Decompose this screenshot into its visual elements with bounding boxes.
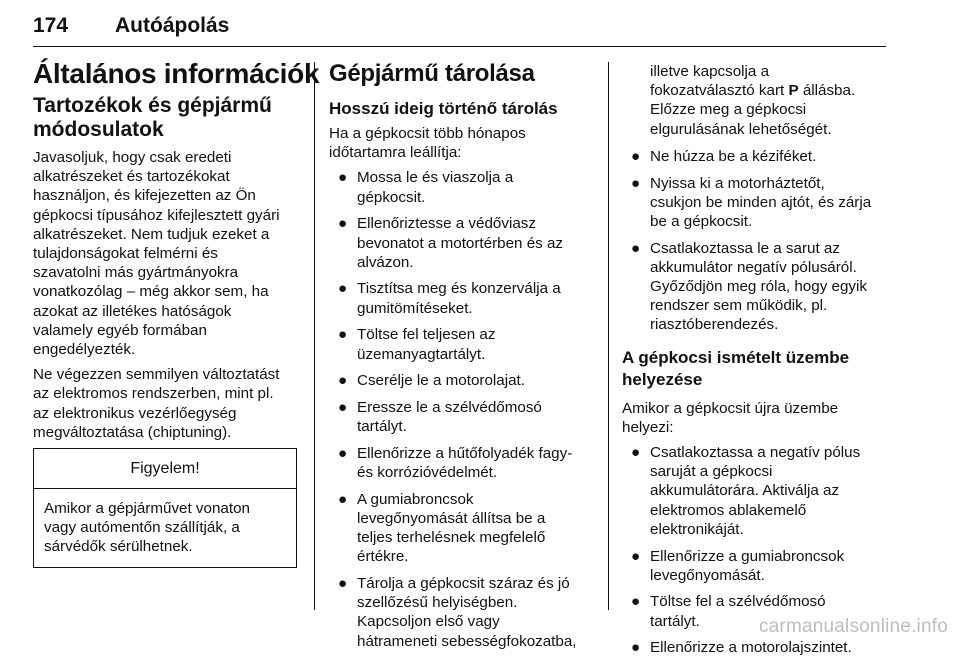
bullet-icon: ● [338,372,348,390]
list-item [622,174,892,232]
text-line: engedélyezték. [33,341,136,359]
text-line: levegőnyomását állítsa be a [357,509,546,527]
text-line: hátrameneti sebességfokozatba, [357,632,577,650]
text-line: saruját a gépkocsi [650,463,773,481]
text-line: tulajdonságokat felmérni és [33,245,218,263]
text-line: értékre. [357,548,409,566]
bullet-icon: ● [338,575,348,593]
text-line: Nyissa ki a motorháztetőt, [650,174,825,192]
bullet-icon: ● [631,593,641,611]
text-line: Csatlakoztassa le a sarut az [650,239,840,257]
text-line: használjon, és kifejezetten az Ön [33,187,256,205]
vehicle-storage-heading: Gépjármű tárolása [329,60,535,87]
text-line: helyezi: [622,418,674,436]
continuation-line-2a: fokozatválasztó kart [650,82,789,100]
text-line: Tárolja a gépkocsit száraz és jó [357,575,570,593]
text-line: teljes terhelésnek megfelelő [357,529,546,547]
text-line: Mossa le és viaszolja a [357,169,514,187]
text-line: megváltoztatása (chiptuning). [33,423,232,441]
text-line: Ellenőrizze a hűtőfolyadék fagy- [357,444,573,462]
list-item [622,147,892,166]
list-item [622,239,892,335]
accessories-heading [33,94,301,142]
bullet-icon: ● [631,444,641,462]
bullet-icon: ● [338,169,348,187]
column-2 [329,58,597,658]
list-item [622,638,892,657]
page-header [33,6,886,47]
text-line: gépkocsi típusához kifejlesztett gyári [33,206,280,224]
list-item [622,443,892,539]
continuation-line-2b: állásba. [798,82,856,100]
text-line: vonatkozólag – még akkor sem, ha [33,283,269,301]
main-heading: Általános információk [33,58,320,89]
caution-box [33,448,297,568]
caution-title: Figyelem! [34,449,296,489]
text-line: Javasoljuk, hogy csak eredeti [33,149,232,166]
text-line: akkumulátor negatív pólusáról. [650,258,857,276]
list-item [329,371,597,390]
column-divider-2 [608,62,609,610]
text-line: riasztóberendezés. [650,316,779,334]
text-line: gépkocsit. [357,188,426,206]
text-line: Amikor a gépjárművet vonaton [44,500,250,518]
accessories-heading-line-1: Tartozékok és gépjármű [33,94,272,117]
recommissioning-intro [622,399,892,437]
text-line: Csatlakoztassa a negatív pólus [650,444,861,462]
text-line: Tisztítsa meg és konzerválja a [357,280,561,298]
list-item [329,490,597,567]
text-line: Ne végezzen semmilyen változtatást [33,366,280,384]
storage-steps-list-continued [622,147,892,335]
text-line: Ellenőrizze a gumiabroncsok [650,547,845,565]
recommissioning-heading-line-1: A gépkocsi ismételt üzembe [622,347,850,367]
text-line: alkatrészeket és tartozékokat [33,168,230,186]
bullet-icon: ● [338,490,348,508]
text-line: szellőzésű helyiségben. [357,594,518,612]
bullet-icon: ● [631,547,641,565]
storage-intro [329,124,597,162]
text-line: Ne húzza be a kéziféket. [650,147,817,165]
text-line: alvázon. [357,253,414,271]
text-line: Kapcsoljon első vagy [357,613,500,631]
text-line: Amikor a gépkocsit újra üzembe [622,399,839,417]
list-item [329,168,597,206]
bullet-icon: ● [631,639,641,657]
electrical-change-paragraph [33,365,301,442]
caution-text [34,489,296,567]
text-line: Eressze le a szélvédőmosó [357,398,542,416]
bullet-icon: ● [338,326,348,344]
running-title: Autóápolás [115,14,230,37]
list-item [329,444,597,482]
text-line: Ellenőrizze a motorolajszintet. [650,639,852,657]
column-3 [622,62,892,665]
text-line: Ha a gépkocsit több hónapos [329,125,526,142]
text-line: akkumulátorára. Aktiválja az [650,482,840,500]
list-item [329,574,597,651]
text-line: időtartamra leállítja: [329,144,462,162]
bullet-icon: ● [338,215,348,233]
text-line: levegőnyomását. [650,566,765,584]
text-line: Cserélje le a motorolajat. [357,372,525,390]
gear-continuation-paragraph [622,62,892,139]
text-line: Ellenőriztesse a védőviasz [357,215,536,233]
bullet-icon: ● [631,147,641,165]
continuation-line-3: Előzze meg a gépkocsi [650,101,807,119]
watermark: carmanualsonline.info [758,616,948,637]
text-line: bevonatot a motortérben és az [357,234,564,252]
text-line: szavatolni más gyártmányokra [33,264,239,282]
list-item [329,398,597,436]
bullet-icon: ● [338,398,348,416]
list-item [622,547,892,585]
column-divider-1 [314,62,315,610]
recommissioning-heading-line-2: helyezése [622,369,703,389]
text-line: elektromos ablakemelő [650,501,807,519]
continuation-line-1: illetve kapcsolja a [650,63,770,80]
park-position-letter: P [788,82,799,100]
text-line: A gumiabroncsok [357,490,474,508]
continuation-line-4: elgurulásának lehetőségét. [650,120,832,138]
text-line: alkatrészeket. Nem tudjuk ezeket a [33,225,270,243]
text-line: valamely egyéb formában [33,321,207,339]
text-line: gumitömítéseket. [357,299,473,317]
text-line: tartályt. [357,418,407,436]
long-term-storage-heading: Hosszú ideig történő tárolás [329,99,558,118]
genuine-parts-paragraph [33,148,301,359]
text-line: tartályt. [650,612,700,630]
text-line: üzemanyagtartályt. [357,345,486,363]
text-line: és korrózióvédelmét. [357,464,498,482]
recommissioning-heading [622,347,892,391]
bullet-icon: ● [631,174,641,192]
text-line: az elektronikus vezérlőegység [33,404,237,422]
text-line: azokat az illetékes hatóságok [33,302,232,320]
text-line: Töltse fel a szélvédőmosó [650,593,826,611]
text-line: elektronikáját. [650,520,744,538]
list-item [329,214,597,272]
storage-steps-list [329,168,597,650]
list-item [329,279,597,317]
bullet-icon: ● [338,280,348,298]
text-line: Töltse fel teljesen az [357,326,496,344]
text-line: sárvédők sérülhetnek. [44,538,193,556]
text-line: be a gépkocsit. [650,212,753,230]
list-item [329,325,597,363]
column-1 [33,58,320,568]
page-number: 174 [33,14,69,37]
text-line: rendszer sem működik, pl. [650,297,828,315]
bullet-icon: ● [338,444,348,462]
text-line: vagy autómentőn szállítják, a [44,519,240,537]
bullet-icon: ● [631,239,641,257]
text-line: Győződjön meg róla, hogy egyik [650,278,867,296]
text-line: csukjon be minden ajtót, és zárja [650,193,872,211]
text-line: az elektromos rendszerben, mint pl. [33,385,274,403]
accessories-heading-line-2: módosulatok [33,118,164,141]
